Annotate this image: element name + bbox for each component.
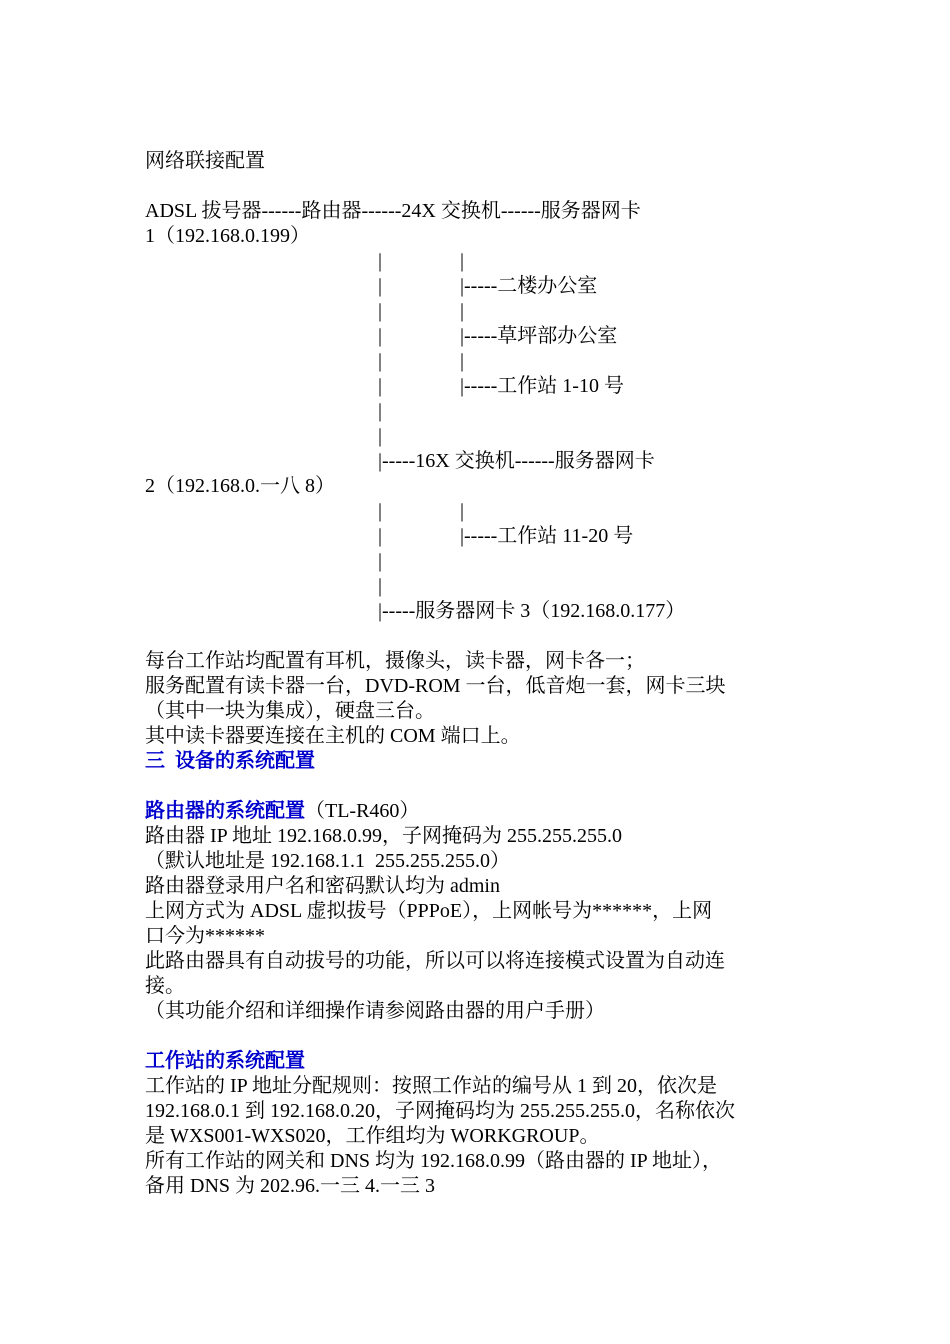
hardware-line: （其中一块为集成），硬盘三台。 [145,700,435,722]
diagram-bar: | [378,325,383,347]
diagram-bar: | [378,375,383,397]
workstation-heading: 工作站的系统配置 [145,1050,305,1072]
diagram-bar: | [378,250,383,272]
diagram-bar: | [460,350,465,372]
document-title: 网络联接配置 [145,150,265,172]
diagram-bar: | [378,425,383,447]
router-line: （默认地址是 192.168.1.1 255.255.255.0） [145,850,510,872]
router-heading-line [145,799,419,824]
diagram-branch-ws-1-10: |-----工作站 1-10 号 [460,375,624,397]
diagram-bar: | [378,275,383,297]
hardware-line: 每台工作站均配置有耳机，摄像头，读卡器，网卡各一； [145,650,645,672]
router-line: 此路由器具有自动拔号的功能，所以可以将连接模式设置为自动连 [145,950,725,972]
workstation-line: 192.168.0.1 到 192.168.0.20，子网掩码均为 255.255.255.0，名称依次 [145,1100,735,1122]
router-line: 接。 [145,975,185,997]
diagram-branch-lawn: |-----草坪部办公室 [460,325,618,347]
router-model: （TL-R460） [305,800,420,822]
diagram-second-switch-wrap: 2（192.168.0.一八 8） [145,475,335,497]
router-line: 上网方式为 ADSL 虚拟拔号（PPPoE），上网帐号为******，上网 [145,900,713,922]
hardware-line: 服务配置有读卡器一台，DVD-ROM 一台，低音炮一套，网卡三块 [145,675,726,697]
diagram-bar: | [460,250,465,272]
workstation-line: 备用 DNS 为 202.96.一三 4.一三 3 [145,1175,436,1197]
router-line: 路由器登录用户名和密码默认均为 admin [145,875,500,897]
diagram-branch-ws-11-20: |-----工作站 11-20 号 [460,525,634,547]
diagram-second-switch: |-----16X 交换机------服务器网卡 [378,450,655,472]
diagram-bar: | [378,350,383,372]
diagram-bar: | [460,500,465,522]
router-line: （其功能介绍和详细操作请参阅路由器的用户手册） [145,1000,605,1022]
section3-heading: 三 设备的系统配置 [145,750,315,772]
router-line: 口今为****** [145,925,265,947]
router-line: 路由器 IP 地址 192.168.0.99，子网掩码为 255.255.255.0 [145,825,623,847]
diagram-bar: | [378,550,383,572]
diagram-bar: | [378,525,383,547]
workstation-line: 所有工作站的网关和 DNS 均为 192.168.0.99（路由器的 IP 地址）， [145,1150,723,1172]
diagram-branch-nic3: |-----服务器网卡 3（192.168.0.177） [378,600,686,622]
diagram-main-chain-wrap: 1（192.168.0.199） [145,225,310,247]
diagram-bar: | [378,300,383,322]
diagram-bar: | [378,575,383,597]
router-heading: 路由器的系统配置 [145,800,305,822]
diagram-bar: | [378,400,383,422]
workstation-line: 工作站的 IP 地址分配规则：按照工作站的编号从 1 到 20，依次是 [145,1075,718,1097]
diagram-branch-floor2: |-----二楼办公室 [460,275,598,297]
workstation-line: 是 WXS001-WXS020，工作组均为 WORKGROUP。 [145,1125,600,1147]
diagram-main-chain: ADSL 拔号器------路由器------24X 交换机------服务器网卡 [145,200,641,222]
diagram-bar: | [378,500,383,522]
diagram-bar: | [460,300,465,322]
hardware-line: 其中读卡器要连接在主机的 COM 端口上。 [145,725,521,747]
